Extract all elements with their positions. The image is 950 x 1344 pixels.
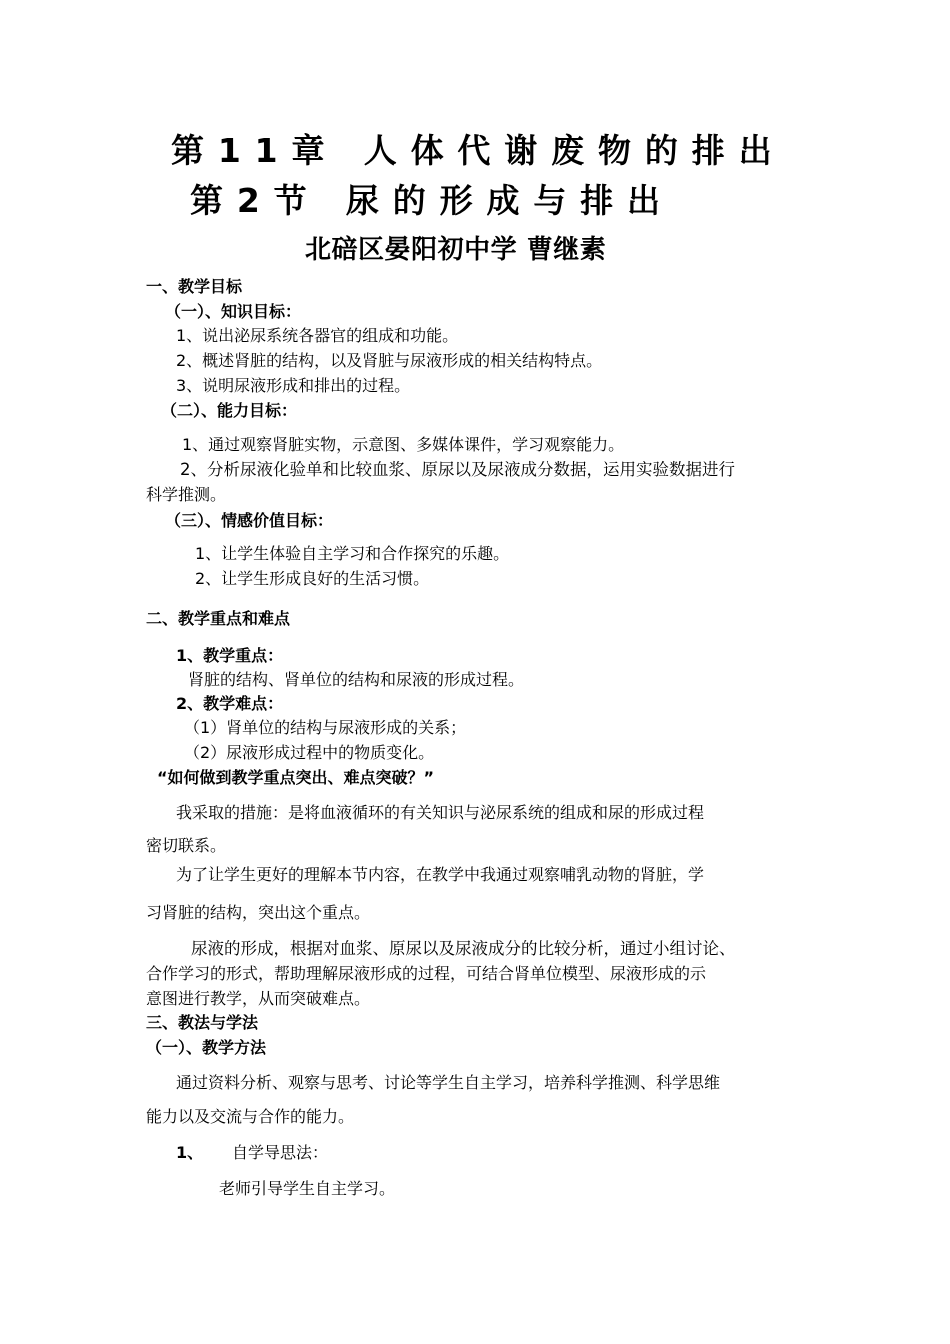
- paragraph-line: 能力以及交流与合作的能力。: [146, 1107, 355, 1126]
- difficult-item: （1）肾单位的结构与尿液形成的关系；: [184, 718, 467, 737]
- knowledge-item: 3、说明尿液形成和排出的过程。: [176, 376, 411, 395]
- difficult-point-heading: 2、教学难点：: [176, 694, 284, 713]
- paragraph-line: 习肾脏的结构，突出这个重点。: [146, 903, 371, 922]
- paragraph-line: 合作学习的形式，帮助理解尿液形成的过程，可结合肾单位模型、尿液形成的示: [146, 964, 707, 983]
- paragraph-line: 我采取的措施：是将血液循环的有关知识与泌尿系统的组成和尿的形成过程: [176, 803, 705, 822]
- teaching-method-heading: （一）、教学方法: [146, 1038, 267, 1057]
- author-line: 北碚区晏阳初中学 曹继素: [305, 235, 607, 265]
- emotion-item: 1、让学生体验自主学习和合作探究的乐趣。: [195, 544, 510, 563]
- subsection-number: 1、: [176, 1143, 204, 1162]
- section3-heading: 三、教法与学法: [146, 1013, 259, 1032]
- key-question: “如何做到教学重点突出、难点突破？”: [157, 768, 435, 787]
- section1-heading: 一、教学目标: [146, 277, 243, 296]
- difficult-item: （2）尿液形成过程中的物质变化。: [184, 743, 435, 762]
- knowledge-goals-heading: （一）、知识目标：: [165, 302, 302, 321]
- emotion-goals-heading: （三）、情感价值目标：: [165, 511, 334, 530]
- chapter-title: 第11章 人体代谢废物的排出: [171, 131, 786, 170]
- emotion-item: 2、让学生形成良好的生活习惯。: [195, 569, 430, 588]
- paragraph-line: 意图进行教学，从而突破难点。: [146, 989, 371, 1008]
- ability-goals-heading: （二）、能力目标：: [161, 401, 298, 420]
- paragraph-line: 为了让学生更好的理解本节内容，在教学中我通过观察哺乳动物的肾脏，学: [176, 865, 705, 884]
- ability-item: 2、分析尿液化验单和比较血浆、原尿以及尿液成分数据，运用实验数据进行: [180, 460, 735, 479]
- knowledge-item: 1、说出泌尿系统各器官的组成和功能。: [176, 326, 459, 345]
- section2-heading: 二、教学重点和难点: [146, 609, 291, 628]
- section-title: 第2节 尿的形成与排出: [190, 181, 674, 220]
- ability-item: 1、通过观察肾脏实物，示意图、多媒体课件，学习观察能力。: [182, 435, 625, 454]
- paragraph-line: 密切联系。: [146, 836, 227, 855]
- paragraph-line: 通过资料分析、观察与思考、讨论等学生自主学习，培养科学推测、科学思维: [176, 1073, 721, 1092]
- ability-item: 科学推测。: [146, 485, 227, 504]
- knowledge-item: 2、概述肾脏的结构，以及肾脏与尿液形成的相关结构特点。: [176, 351, 603, 370]
- subsection-text: 老师引导学生自主学习。: [219, 1179, 396, 1198]
- key-point-text: 肾脏的结构、肾单位的结构和尿液的形成过程。: [188, 670, 525, 689]
- paragraph-line: 尿液的形成，根据对血浆、原尿以及尿液成分的比较分析，通过小组讨论、: [191, 939, 736, 958]
- key-point-heading: 1、教学重点：: [176, 646, 284, 665]
- subsection-heading: 自学导思法：: [232, 1143, 329, 1162]
